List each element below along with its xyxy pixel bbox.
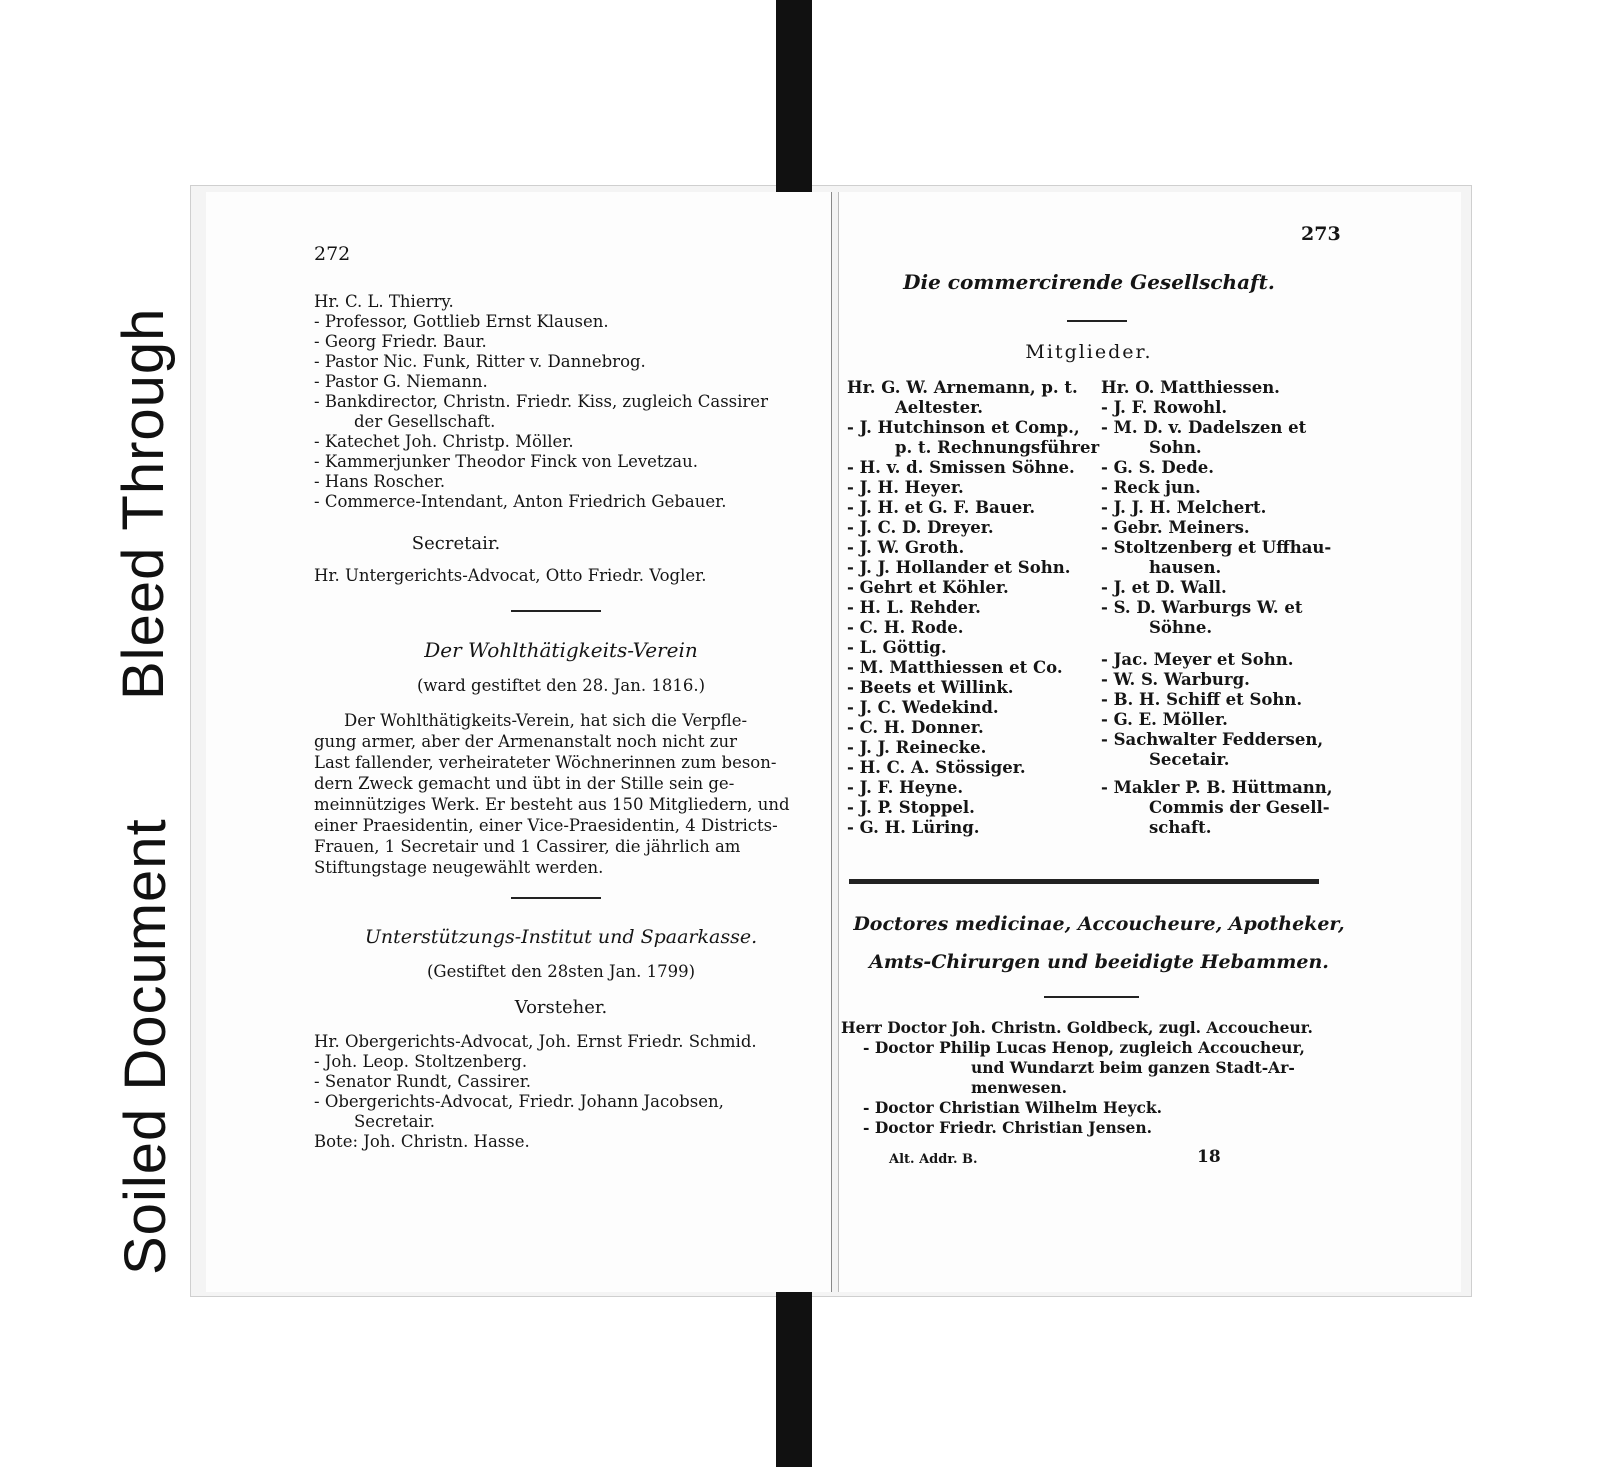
list-item: - J. C. Wedekind. (847, 698, 999, 717)
text-line: Der Wohlthätigkeits-Verein, hat sich die Verpfle- (344, 711, 748, 730)
list-item: - Reck jun. (1101, 478, 1201, 497)
list-item: - H. v. d. Smissen Söhne. (847, 458, 1075, 477)
binding-band-bottom (776, 1288, 812, 1467)
list-item: - Doctor Philip Lucas Henop, zugleich Accoucheur, (863, 1038, 1305, 1057)
list-item: Hr. G. W. Arnemann, p. t. (847, 378, 1078, 397)
text-line: Frauen, 1 Secretair und 1 Cassirer, die jährlich am (314, 837, 741, 856)
left-page (206, 192, 832, 1292)
list-item: - Katechet Joh. Christp. Möller. (314, 432, 574, 451)
page-number-left: 272 (314, 243, 351, 265)
list-gap (1101, 770, 1333, 778)
list-item: - J. P. Stoppel. (847, 798, 975, 817)
list-item: menwesen. (971, 1078, 1067, 1097)
footer-signature: Alt. Addr. B. (889, 1152, 978, 1167)
list-item: Bote: Joh. Christn. Hasse. (314, 1132, 530, 1151)
list-item: - J. Hutchinson et Comp., (847, 418, 1080, 437)
list-item: - G. H. Lüring. (847, 818, 980, 837)
verein-founded: (ward gestiftet den 28. Jan. 1816.) (416, 676, 706, 695)
list-item: - G. E. Möller. (1101, 710, 1228, 729)
page-number-right: 273 (1301, 223, 1341, 245)
text-line: Last fallender, verheirateter Wöchnerinnen zum beson- (314, 753, 777, 772)
list-item: - J. J. H. Melchert. (1101, 498, 1267, 517)
list-item: - Sachwalter Feddersen, (1101, 730, 1324, 749)
list-item: Commis der Gesell- (1149, 798, 1330, 817)
list-item: - Georg Friedr. Baur. (314, 332, 487, 351)
list-item: - Beets et Willink. (847, 678, 1014, 697)
text-line: meinnütziges Werk. Er besteht aus 150 Mitgliedern, und (314, 795, 790, 814)
list-item: - Kammerjunker Theodor Finck von Levetzau. (314, 452, 698, 471)
list-item: der Gesellschaft. (354, 412, 496, 431)
right-page (838, 192, 1461, 1292)
vorsteher-list (314, 1032, 757, 1152)
list-item: Secretair. (354, 1112, 436, 1131)
list-item: - W. S. Warburg. (1101, 670, 1250, 689)
list-item: - Gehrt et Köhler. (847, 578, 1009, 597)
list-item: - Obergerichts-Advocat, Friedr. Johann Jacobsen, (314, 1092, 724, 1111)
list-item: - M. Matthiessen et Co. (847, 658, 1063, 677)
list-item: - Bankdirector, Christn. Friedr. Kiss, zugleich Cassirer (314, 392, 768, 411)
section-title: Die commercirende Gesellschaft. (903, 270, 1275, 294)
list-item: - B. H. Schiff et Sohn. (1101, 690, 1303, 709)
list-item: Sohn. (1149, 438, 1202, 457)
list-item: Hr. C. L. Thierry. (314, 292, 454, 311)
list-item: - Doctor Friedr. Christian Jensen. (863, 1118, 1152, 1137)
list-item: - Professor, Gottlieb Ernst Klausen. (314, 312, 609, 331)
member-column-1 (847, 378, 1099, 838)
list-item: - Joh. Leop. Stoltzenberg. (314, 1052, 528, 1071)
list-item: - Gebr. Meiners. (1101, 518, 1250, 537)
list-item: p. t. Rechnungsführer (895, 438, 1100, 457)
secretair-line: Hr. Untergerichts-Advocat, Otto Friedr. Vogler. (314, 566, 707, 585)
list-item: - Pastor Nic. Funk, Ritter v. Dannebrog. (314, 352, 646, 371)
text-line: dern Zweck gemacht und übt in der Stille sein ge- (314, 774, 735, 793)
list-item: - Hans Roscher. (314, 472, 446, 491)
list-item: - M. D. v. Dadelszen et (1101, 418, 1307, 437)
list-item: schaft. (1149, 818, 1212, 837)
thick-divider (849, 879, 1319, 884)
list-item: - J. H. et G. F. Bauer. (847, 498, 1036, 517)
divider (511, 897, 601, 899)
text-line: einer Praesidentin, einer Vice-Praesidentin, 4 Districts- (314, 816, 778, 835)
list-item: Hr. O. Matthiessen. (1101, 378, 1280, 397)
doctors-title-line-2: Amts-Chirurgen und beeidigte Hebammen. (869, 951, 1329, 973)
divider (1067, 320, 1127, 322)
list-item: - Makler P. B. Hüttmann, (1101, 778, 1333, 797)
soiled-document-stamp: Soiled Document (113, 818, 178, 1275)
list-item: - Senator Rundt, Cassirer. (314, 1072, 532, 1091)
text-line: Stiftungstage neugewählt werden. (314, 858, 604, 877)
doctors-list (841, 1018, 1313, 1138)
list-item: - J. W. Groth. (847, 538, 965, 557)
list-item: Hr. Obergerichts-Advocat, Joh. Ernst Friedr. Schmid. (314, 1032, 757, 1051)
list-item: - J. F. Heyne. (847, 778, 964, 797)
list-item: Secetair. (1149, 750, 1230, 769)
list-item: Aeltester. (895, 398, 984, 417)
list-item: - J. C. D. Dreyer. (847, 518, 994, 537)
list-item: - Stoltzenberg et Uffhau- (1101, 538, 1332, 557)
verein-title: Der Wohlthätigkeits-Verein (424, 638, 698, 662)
institut-founded: (Gestiftet den 28sten Jan. 1799) (426, 962, 696, 981)
institut-title: Unterstützungs-Institut und Spaarkasse. (364, 926, 758, 948)
list-item: - J. J. Hollander et Sohn. (847, 558, 1071, 577)
list-item: - J. J. Reinecke. (847, 738, 987, 757)
list-item: Herr Doctor Joh. Christn. Goldbeck, zugl. Accoucheur. (841, 1018, 1313, 1037)
list-item: - H. C. A. Stössiger. (847, 758, 1026, 777)
text-line: gung armer, aber der Armenanstalt noch nicht zur (314, 732, 737, 751)
list-item: - Doctor Christian Wilhelm Heyck. (863, 1098, 1163, 1117)
member-list-left (314, 292, 768, 512)
members-heading: Mitglieder. (1025, 341, 1153, 363)
footer-sheet-number: 18 (1197, 1147, 1221, 1167)
vorsteher-heading: Vorsteher. (514, 997, 608, 1018)
list-item: - L. Göttig. (847, 638, 947, 657)
list-item: - C. H. Donner. (847, 718, 984, 737)
list-item: - J. F. Rowohl. (1101, 398, 1228, 417)
list-item: - G. S. Dede. (1101, 458, 1214, 477)
doctors-title-line-1: Doctores medicinae, Accoucheure, Apotheker, (853, 913, 1345, 935)
list-item: und Wundarzt beim ganzen Stadt-Ar- (971, 1058, 1295, 1077)
list-item: - J. et D. Wall. (1101, 578, 1227, 597)
list-item: - C. H. Rode. (847, 618, 964, 637)
list-item: hausen. (1149, 558, 1222, 577)
member-column-2 (1101, 378, 1333, 838)
list-item: Söhne. (1149, 618, 1213, 637)
list-item: - J. H. Heyer. (847, 478, 964, 497)
bleed-through-stamp: Bleed Through (111, 307, 176, 700)
list-item: - H. L. Rehder. (847, 598, 981, 617)
binding-band-top (776, 0, 812, 192)
list-item: - Pastor G. Niemann. (314, 372, 488, 391)
divider (511, 610, 601, 612)
list-item: - Commerce-Intendant, Anton Friedrich Gebauer. (314, 492, 727, 511)
verein-text (314, 710, 790, 878)
list-item: - Jac. Meyer et Sohn. (1101, 650, 1294, 669)
divider (1044, 996, 1139, 998)
list-item: - S. D. Warburgs W. et (1101, 598, 1303, 617)
secretair-heading: Secretair. (411, 533, 501, 554)
list-gap (1101, 638, 1333, 650)
